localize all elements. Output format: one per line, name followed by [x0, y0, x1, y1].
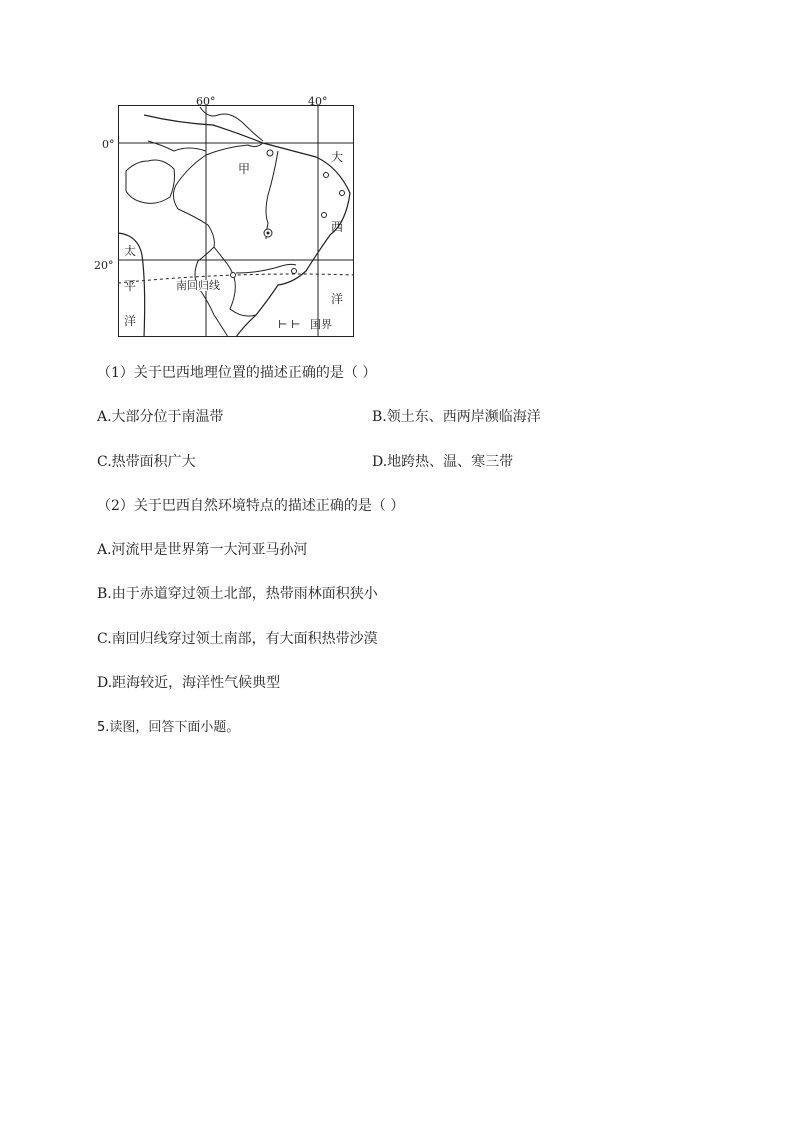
tropic-label: 南回归线: [176, 279, 220, 292]
question-1-option-d: D.地跨热、温、寒三带: [372, 454, 514, 470]
question-2-option-d: D.距海较近，海洋性气候典型: [97, 675, 281, 691]
question-2-stem: （2）关于巴西自然环境特点的描述正确的是（ ）: [97, 498, 405, 514]
map-drawing: [118, 105, 354, 337]
city-3: [340, 191, 345, 196]
brazil-map-figure: [94, 95, 354, 337]
north-coast: [200, 107, 263, 141]
lon-label-40: 40°: [308, 95, 328, 108]
legend-symbol: ⊢ ⊢: [278, 318, 301, 331]
pacific-char-2: 平: [124, 279, 137, 293]
city-2: [324, 173, 329, 178]
city-4: [322, 213, 327, 218]
south-river: [236, 264, 296, 273]
tropic-line: [118, 274, 354, 283]
question-2-option-b: B.由于赤道穿过领土北部，热带雨林面积狭小: [97, 586, 378, 602]
river-jia: [266, 151, 278, 239]
pacific-char-3: 洋: [124, 314, 137, 328]
atlantic-char-1: 大: [331, 150, 344, 164]
question-5-intro: 5.读图，回答下面小题。: [97, 720, 240, 735]
atlantic-char-3: 洋: [331, 292, 344, 306]
question-2-option-c: C.南回归线穿过领土南部，有大面积热带沙漠: [97, 631, 378, 647]
atlantic-char-2: 西: [331, 220, 344, 234]
lon-label-60: 60°: [196, 95, 216, 108]
city-6: [231, 273, 236, 278]
city-5: [292, 269, 297, 274]
pacific-char-1: 太: [124, 244, 137, 258]
lat-label-20: 20°: [94, 259, 114, 272]
legend-label: 国界: [310, 318, 332, 331]
question-1-stem: （1）关于巴西地理位置的描述正确的是（ ）: [97, 365, 377, 381]
atlantic-coast: [144, 115, 350, 337]
capital-inner: [267, 232, 270, 235]
city-1: [267, 150, 273, 156]
question-1-option-c: C.热带面积广大: [97, 454, 196, 470]
lat-label-0: 0°: [102, 138, 115, 151]
question-1-option-b: B.领土东、西两岸濒临海洋: [372, 409, 541, 425]
question-1-option-a: A.大部分位于南温带: [97, 409, 224, 425]
river-label: 甲: [238, 162, 251, 176]
question-2-option-a: A.河流甲是世界第一大河亚马孙河: [97, 542, 308, 558]
lake-region: [126, 160, 175, 203]
